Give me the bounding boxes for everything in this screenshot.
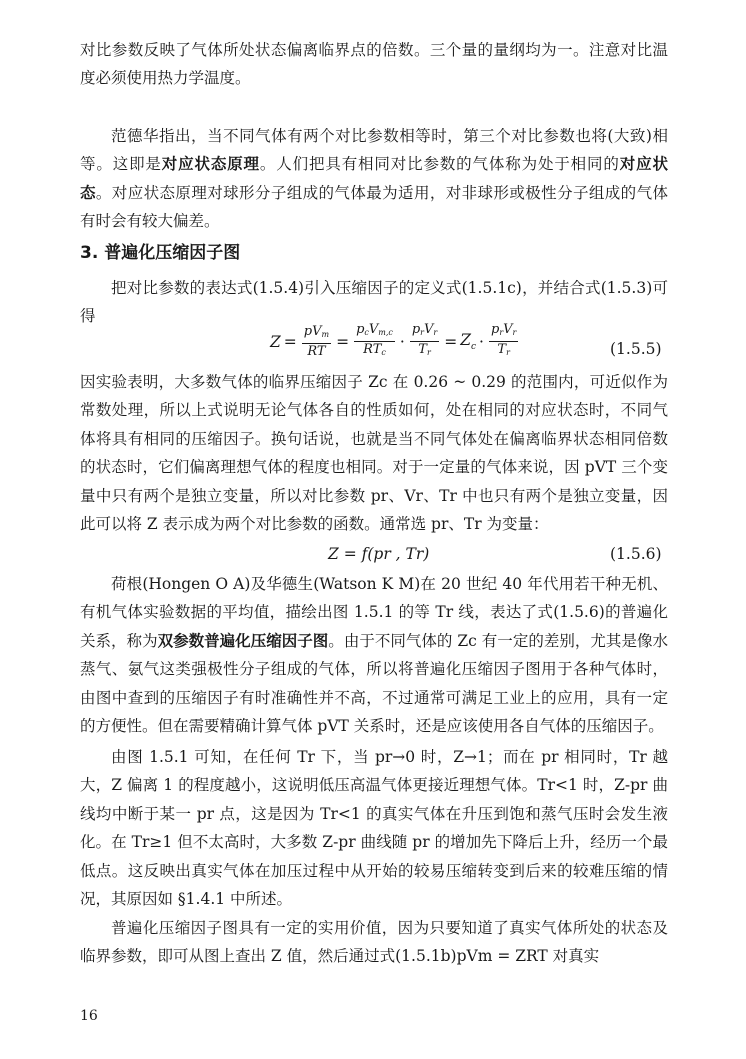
page-number: 16: [80, 1008, 98, 1024]
term-corresponding-state: 对应状态: [80, 154, 668, 202]
paragraph-2-text-d: 。对应状态原理对球形分子组成的气体最为适用，对非球形或极性分子组成的气体有时会有较大偏差。: [80, 183, 668, 231]
paragraph-2: [80, 122, 668, 236]
term-corresponding-state-principle: 对应状态原理: [161, 154, 260, 174]
section-heading: 3. 普遍化压缩因子图: [80, 243, 241, 263]
equation-1-5-6: Z = f(pr , Tr): [328, 545, 430, 563]
paragraph-5-text-a: 荷根(Hongen O A)及华德生(Watson K M)在 20 世纪 40 年代用若干种无机、有机气体实验数据的平均值，描绘出图 1.5.1 的等 Tr 线，表达了式(1.5.6)的普遍化关系，称为: [80, 575, 668, 650]
paragraph-2-text-a: 范德华指出，当不同气体有两个对比参数相等时，第三个对比参数也将(大致)相等。这即是: [80, 127, 668, 174]
term-generalized-compressibility-chart: 双参数普遍化压缩因子图: [157, 630, 329, 650]
equation-1-5-5: Z = $\frac{pV_m}{RT}$ = $\frac{p_cV_{m,c}}{RT_c}$ · $\frac{p_rV_r}{T_r}$ = $Z_c$ · $\frac{p_rV_r}{T_r}$: [270, 322, 517, 359]
paragraph-7: 普遍化压缩因子图具有一定的实用价值，因为只要知道了真实气体所处的状态及临界参数，即可从图上查出 Z 值，然后通过式(1.5.1b)pVm = ZRT 对真实: [80, 919, 668, 966]
paragraph-5-text-c: 。由于不同气体的 Zc 有一定的差别，尤其是像水蒸气、氨气这类强极性分子组成的气体，所以将普遍化压缩因子图用于各种气体时，由图中查到的压缩因子有时准确性并不高，不过通常可满足工业上的应用，具有一定的方便性。但在需要精确计算气体 pVT 关系时，还是应该使用各自气体的压缩因子。: [80, 631, 668, 736]
paragraph-3: 把对比参数的表达式(1.5.4)引入压缩因子的定义式(1.5.1c)，并结合式(1.5.3)可得: [80, 279, 668, 326]
paragraph-1: 对比参数反映了气体所处状态偏离临界点的倍数。三个量的量纲均为一。注意对比温度必须使用热力学温度。: [80, 41, 668, 88]
paragraph-6: 由图 1.5.1 可知，在任何 Tr 下，当 pr→0 时，Z→1；而在 pr 相同时，Tr 越大，Z 偏离 1 的程度越小，这说明低压高温气体更接近理想气体。Tr<1 时，Z-pr 曲线均中断于某一 pr 点，这是因为 Tr<1 的真实气体在升压到饱和蒸气压时会发生液化。在 Tr≥1 但不太高时，大多数 Z-pr 曲线随 pr 的增加先下降后上升，经历一个最低点。这反映出真实气体在加压过程中从开始的较易压缩转变到后来的较难压缩的情况，其原因如 §1.4.1 中所述。: [80, 748, 668, 909]
paragraph-5: [80, 570, 668, 740]
equation-1-5-5-number: (1.5.5): [610, 340, 662, 358]
paragraph-2-text-c: 。人们把具有相同对比参数的气体称为处于相同的: [259, 155, 620, 174]
paragraph-4: 因实验表明，大多数气体的临界压缩因子 Zc 在 0.26 ~ 0.29 的范围内，可近似作为常数处理，所以上式说明无论气体各自的性质如何，处在相同的对应状态时，不同气体将具有相同的压缩因子。换句话说，也就是当不同气体处在偏离临界状态相同倍数的状态时，它们偏离理想气体的程度也相同。对于一定量的气体来说，因 pVT 三个变量中只有两个是独立变量，所以对比参数 pr、Vr、Tr 中也只有两个是独立变量，因此可以将 Z 表示成为两个对比参数的函数。通常选 pr、Tr 为变量：: [80, 373, 668, 534]
equation-1-5-6-number: (1.5.6): [610, 545, 662, 563]
